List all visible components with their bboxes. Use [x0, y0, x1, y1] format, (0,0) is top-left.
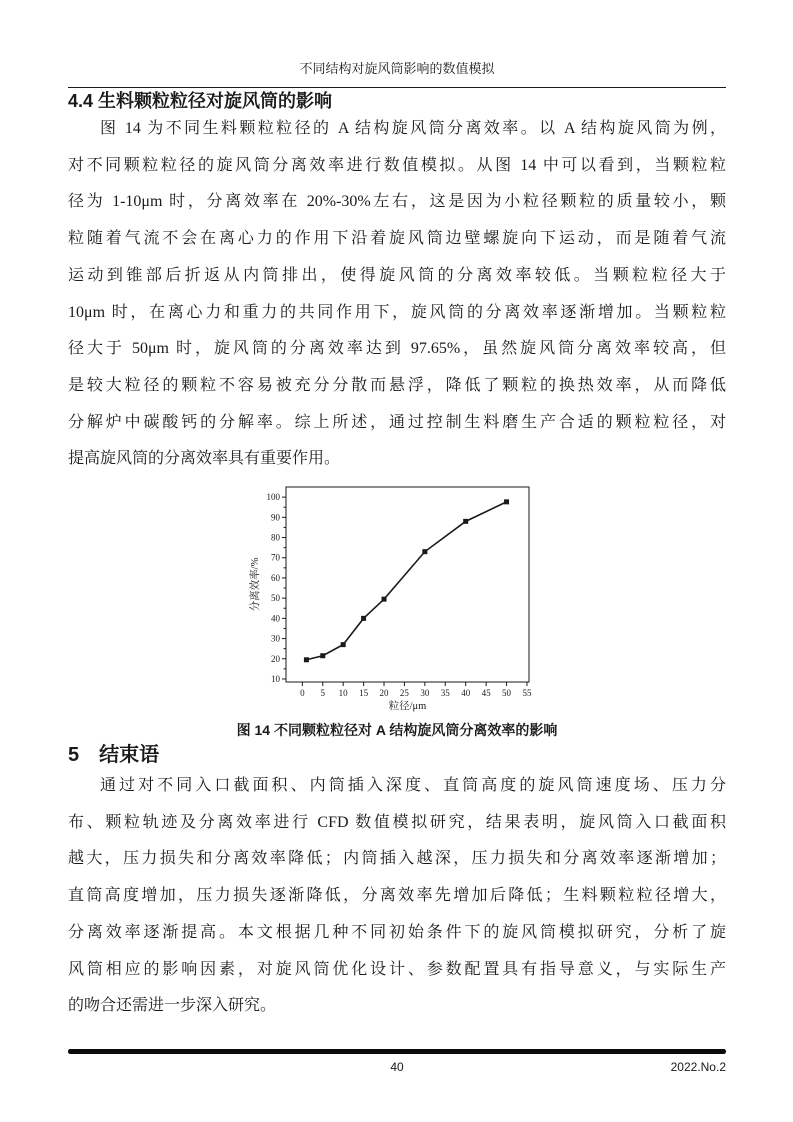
data-point-marker [504, 499, 509, 504]
y-tick-label: 60 [271, 572, 280, 583]
y-tick-label: 100 [266, 492, 280, 503]
x-tick-label: 40 [461, 688, 471, 698]
section-5-heading: 5 结束语 [68, 744, 160, 766]
paragraph-line: 粒随着气流不会在离心力的作用下沿着旋风筒边壁螺旋向下运动，而是随着气流 [68, 230, 726, 248]
paragraph-line: 布、颗粒轨迹及分离效率进行 CFD 数值模拟研究，结果表明，旋风筒入口截面积 [68, 813, 726, 831]
issue-label: 2022.No.2 [670, 1060, 726, 1074]
line-chart-svg [247, 482, 557, 714]
paragraph-line: 图 14 为不同生料颗粒粒径的 A 结构旋风筒分离效率。以 A 结构旋风筒为例， [100, 120, 726, 137]
running-header: 不同结构对旋风筒影响的数值模拟 [299, 61, 495, 76]
y-tick-label: 90 [271, 512, 280, 523]
x-tick-label: 45 [481, 688, 491, 698]
y-tick-label: 30 [271, 633, 280, 644]
paragraph-line: 分解炉中碳酸钙的分解率。综上所述，通过控制生料磨生产合适的颗粒粒径，对 [68, 413, 726, 431]
data-point-marker [341, 642, 346, 647]
x-tick-label: 55 [522, 688, 532, 698]
efficiency-line [306, 502, 506, 660]
y-tick-label: 10 [271, 673, 280, 684]
x-tick-label: 15 [359, 688, 369, 698]
paragraph-line: 通过对不同入口截面积、内筒插入深度、直筒高度的旋风筒速度场、压力分 [100, 777, 726, 794]
x-tick-label: 0 [300, 688, 305, 698]
x-tick-label: 20 [379, 688, 389, 698]
section-4-4-paragraph [68, 111, 726, 478]
section-4-4-heading: 4.4 生料颗粒粒径对旋风筒的影响 [68, 91, 333, 111]
y-tick-label: 70 [271, 552, 280, 563]
x-tick-label: 10 [338, 688, 348, 698]
y-tick-label: 20 [271, 653, 280, 664]
y-axis-label: 分离效率/% [250, 557, 261, 612]
x-tick-label: 50 [502, 688, 512, 698]
paragraph-line: 的吻合还需进一步深入研究。 [68, 997, 277, 1015]
y-tick-label: 50 [271, 593, 280, 604]
figure-14-chart [247, 482, 557, 714]
paragraph-line: 径大于 50μm 时，旋风筒的分离效率达到 97.65%，虽然旋风筒分离效率较高，但 [68, 340, 726, 358]
x-tick-label: 35 [440, 688, 450, 698]
data-point-marker [422, 549, 427, 554]
paragraph-line: 风筒相应的影响因素，对旋风筒优化设计、参数配置具有指导意义，与实际生产 [68, 960, 726, 978]
paragraph-line: 分离效率逐渐提高。本文根据几种不同初始条件下的旋风筒模拟研究，分析了旋 [68, 923, 726, 941]
data-point-marker [361, 616, 366, 621]
paragraph-line: 是较大粒径的颗粒不容易被充分分散而悬浮，降低了颗粒的换热效率，从而降低 [68, 376, 726, 394]
paragraph-line: 越大，压力损失和分离效率降低；内筒插入越深，压力损失和分离效率逐渐增加； [68, 850, 726, 868]
data-point-marker [304, 657, 309, 662]
x-axis-label: 粒径/μm [388, 701, 427, 712]
x-tick-label: 30 [420, 688, 430, 698]
x-tick-label: 5 [320, 688, 326, 698]
figure-14-caption: 图 14 不同颗粒粒径对 A 结构旋风筒分离效率的影响 [236, 722, 558, 738]
header-rule [68, 87, 726, 88]
paragraph-line: 10μm 时，在离心力和重力的共同作用下，旋风筒的分离效率逐渐增加。当颗粒粒 [68, 303, 726, 321]
section-5-paragraph [68, 768, 726, 1025]
page-number: 40 [390, 1060, 404, 1074]
paragraph-line: 运动到锥部后折返从内筒排出，使得旋风筒的分离效率较低。当颗粒粒径大于 [68, 266, 726, 284]
paragraph-line: 径为 1-10μm 时，分离效率在 20%-30%左右，这是因为小粒径颗粒的质量较小，颗 [68, 193, 726, 211]
data-point-marker [463, 519, 468, 524]
paragraph-line: 提高旋风筒的分离效率具有重要作用。 [68, 450, 341, 468]
paragraph-line: 对不同颗粒粒径的旋风筒分离效率进行数值模拟。从图 14 中可以看到，当颗粒粒 [68, 156, 726, 174]
data-point-marker [382, 597, 387, 602]
plot-box [286, 487, 529, 682]
x-tick-label: 25 [399, 688, 409, 698]
data-point-marker [320, 653, 325, 658]
y-tick-label: 40 [271, 613, 280, 624]
footer-rule [68, 1049, 726, 1054]
paragraph-line: 直筒高度增加，压力损失逐渐降低，分离效率先增加后降低；生料颗粒粒径增大， [68, 887, 726, 905]
y-tick-label: 80 [271, 532, 280, 543]
